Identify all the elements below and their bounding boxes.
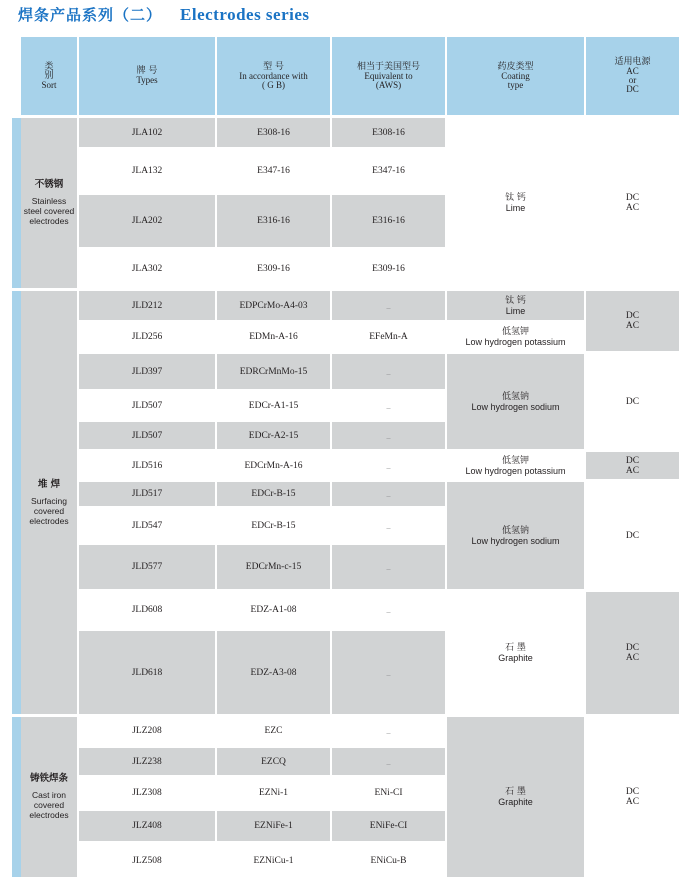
cell-aws: E347-16 [332,150,445,192]
coating-lhp-zh: 低氢钾 [501,327,529,337]
sort-castiron-en: Cast iron covered electrodes [29,790,69,820]
coating-lhp-en: Low hydrogen potassium [465,337,566,347]
cell-type: JLD608 [79,592,215,628]
cell-aws: _ [332,545,445,589]
header-sort-en: Sort [41,79,57,90]
cell-gb: EDZ-A3-08 [217,631,330,714]
page-title [18,4,310,26]
coating-graphite [447,592,584,714]
header-coating-zh: 药皮类型 [497,61,534,72]
cell-aws: _ [332,422,445,449]
header-coating [447,37,584,115]
cell-aws: _ [332,509,445,542]
header-gb [217,37,330,115]
header-aws-code: (AWS) [375,79,402,90]
cell-aws: _ [332,631,445,714]
title-en: Electrodes series [180,5,310,24]
coating-graphite [447,717,584,877]
cell-type: JLD507 [79,422,215,449]
cell-type: JLD516 [79,452,215,479]
electrodes-table [12,37,679,877]
cell-gb: EDCr-B-15 [217,482,330,506]
cell-gb: E347-16 [217,150,330,192]
sort-surfacing-en: Surfacing covered electrodes [29,495,69,526]
header-types-en: Types [136,75,158,85]
header-gb-zh: 型 号 [263,61,284,72]
cell-gb: EDCr-A1-15 [217,392,330,419]
cell-type: JLD256 [79,323,215,351]
side-accent-surfacing [12,291,21,714]
cell-gb: EDCr-A2-15 [217,422,330,449]
header-aws [332,37,445,115]
coating-lime-zh: 钛 钙 [505,295,526,306]
cell-gb: EDMn-A-16 [217,323,330,351]
header-sort-zh: 类 别 [44,61,54,81]
cell-gb: EDZ-A1-08 [217,592,330,628]
cell-type: JLA202 [79,195,215,247]
coating-low-hydrogen-sodium [447,354,584,449]
header-sort [21,37,77,115]
cell-gb: EDCrMn-A-16 [217,452,330,479]
cell-type: JLZ408 [79,811,215,841]
cell-type: JLA132 [79,150,215,192]
coating-lime [447,118,584,288]
power-dc-ac: DC AC [586,452,679,479]
cell-gb: EDRCrMnMo-15 [217,354,330,389]
coating-lhp-zh: 低氢钾 [501,455,529,466]
cell-aws: ENiCu-B [332,844,445,877]
cell-aws: _ [332,592,445,628]
cell-gb: E309-16 [217,250,330,288]
cell-type: JLD517 [79,482,215,506]
cell-gb: EZCQ [217,748,330,775]
cell-gb: EZC [217,717,330,745]
cell-aws: E308-16 [332,118,445,147]
sort-castiron [21,717,77,877]
sort-stainless-en: Stainless steel covered electrodes [23,196,75,226]
coating-lime-en: Lime [505,203,526,213]
header-gb-code: ( G B) [262,79,285,90]
cell-gb: EDCr-B-15 [217,509,330,542]
cell-type: JLD618 [79,631,215,714]
cell-gb: EZNiFe-1 [217,811,330,841]
header-coating-en-2: type [507,79,524,90]
header-power [586,37,679,115]
cell-type: JLZ238 [79,748,215,775]
cell-type: JLD397 [79,354,215,389]
cell-type: JLA302 [79,250,215,288]
power-dc: DC [586,354,679,449]
sort-surfacing [21,291,77,714]
cell-aws: E316-16 [332,195,445,247]
coating-low-hydrogen-sodium [447,482,584,589]
coating-low-hydrogen-potassium [447,323,584,351]
coating-graphite-zh: 石 墨 [505,643,526,653]
cell-type: JLA102 [79,118,215,147]
cell-gb: E308-16 [217,118,330,147]
cell-aws: _ [332,482,445,506]
coating-lhs-zh: 低氢钠 [501,525,529,536]
header-aws-zh: 相当于美国型号 [356,61,420,72]
cell-aws: _ [332,291,445,320]
cell-type: JLD577 [79,545,215,589]
header-power-zh: 适用电源 [614,57,651,67]
header-types-zh: 牌 号 [136,66,158,76]
cell-aws: _ [332,717,445,745]
cell-gb: E316-16 [217,195,330,247]
header-coating-en: Coating [501,70,530,81]
coating-lime [447,291,584,320]
cell-aws: ENi-CI [332,778,445,808]
cell-type: JLD212 [79,291,215,320]
coating-lhp-en: Low hydrogen potassium [465,465,566,476]
sort-stainless [21,118,77,288]
cell-gb: EDPCrMo-A4-03 [217,291,330,320]
cell-type: JLZ308 [79,778,215,808]
power-dc-ac: DC AC [586,118,679,288]
cell-aws: E309-16 [332,250,445,288]
power-dc-ac: DC AC [586,291,679,351]
cell-aws: _ [332,748,445,775]
cell-aws: EFeMn-A [332,323,445,351]
cell-type: JLD547 [79,509,215,542]
cell-gb: EZNiCu-1 [217,844,330,877]
side-accent-castiron [12,717,21,877]
cell-aws: _ [332,452,445,479]
title-zh: 焊条产品系列（二） [18,6,163,24]
coating-graphite-en: Graphite [498,653,533,663]
cell-type: JLZ208 [79,717,215,745]
power-dc: DC [586,482,679,589]
coating-lhs-zh: 低氢钠 [501,391,529,402]
sort-stainless-zh: 不锈钢 [34,179,64,190]
header-gb-en: In accordance with [239,70,308,81]
coating-low-hydrogen-potassium [447,452,584,479]
power-dc-ac: DC AC [586,592,679,714]
cell-aws: _ [332,392,445,419]
cell-gb: EDCrMn-c-15 [217,545,330,589]
cell-type: JLD507 [79,392,215,419]
sort-surfacing-zh: 堆 焊 [37,478,61,490]
cell-aws: ENiFe-CI [332,811,445,841]
coating-lime-en: Lime [505,305,526,316]
cell-aws: _ [332,354,445,389]
coating-lime-zh: 钛 钙 [505,193,526,203]
power-dc-ac: DC AC [586,717,679,877]
cell-type: JLZ508 [79,844,215,877]
header-power-en: AC or DC [626,66,639,94]
coating-graphite-zh: 石 墨 [505,787,526,797]
coating-lhs-en: Low hydrogen sodium [471,535,560,546]
sort-castiron-zh: 铸铁焊条 [29,773,68,784]
header-aws-en: Equivalent to [364,70,413,81]
header-types [79,37,215,115]
side-accent-stainless [12,118,21,288]
cell-gb: EZNi-1 [217,778,330,808]
coating-graphite-en: Graphite [498,797,533,807]
coating-lhs-en: Low hydrogen sodium [471,401,560,412]
